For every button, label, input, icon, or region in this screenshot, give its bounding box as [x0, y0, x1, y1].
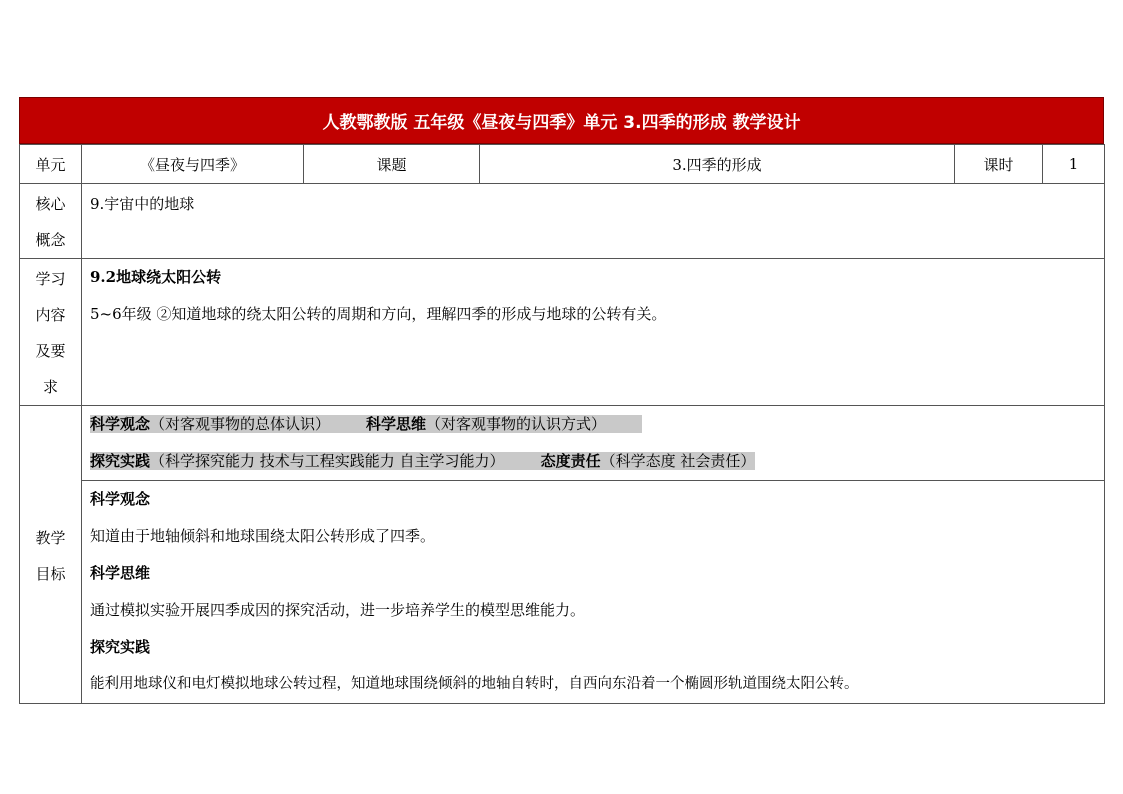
objective-heading: 科学观念: [90, 490, 151, 508]
core-concept-content: [82, 184, 1105, 259]
learning-row: [20, 259, 1105, 406]
objectives-content: [82, 406, 1105, 704]
header-row: [20, 145, 1105, 184]
lesson-table: [19, 144, 1105, 704]
objective-text: 通过模拟实验开展四季成因的探究活动，进一步培养学生的模型思维能力。: [90, 601, 586, 619]
objective-text: 知道由于地轴倾斜和地球围绕太阳公转形成了四季。: [90, 527, 436, 545]
objectives-summary-line-1: 科学观念（对客观事物的总体认识） 科学思维（对客观事物的认识方式）: [90, 406, 1104, 443]
objective-heading: 科学思维: [90, 564, 151, 582]
core-concept-row: [20, 184, 1105, 259]
objectives-summary: [82, 406, 1104, 481]
period-value: 1: [1043, 145, 1105, 184]
period-label: 课时: [955, 145, 1043, 184]
objectives-summary-line-2: 探究实践（科学探究能力 技术与工程实践能力 自主学习能力） 态度责任（科学态度 社会责任）: [90, 452, 756, 470]
unit-value: 《昼夜与四季》: [82, 145, 304, 184]
learning-line-1: 9.2地球绕太阳公转: [90, 268, 222, 286]
topic-label: 课题: [304, 145, 480, 184]
objectives-label: 教学 目标: [20, 406, 82, 704]
unit-label: 单元: [20, 145, 82, 184]
topic-value: 3.四季的形成: [480, 145, 955, 184]
core-concept-text: 9.宇宙中的地球: [90, 195, 195, 213]
learning-label: 学习 内容 及要 求: [20, 259, 82, 406]
objective-heading: 探究实践: [90, 638, 151, 656]
learning-line-2: 5~6年级 ②知道地球的绕太阳公转的周期和方向，理解四季的形成与地球的公转有关。: [90, 305, 667, 323]
learning-content: [82, 259, 1105, 406]
lesson-plan-document: [19, 97, 1104, 704]
core-concept-label: 核心 概念: [20, 184, 82, 259]
objectives-row: [20, 406, 1105, 704]
document-title: 人教鄂教版 五年级《昼夜与四季》单元 3.四季的形成 教学设计: [19, 97, 1104, 144]
objective-text: 能利用地球仪和电灯模拟地球公转过程，知道地球围绕倾斜的地轴自转时，自西向东沿着一个椭圆形轨道围绕太阳公转。: [90, 676, 859, 692]
